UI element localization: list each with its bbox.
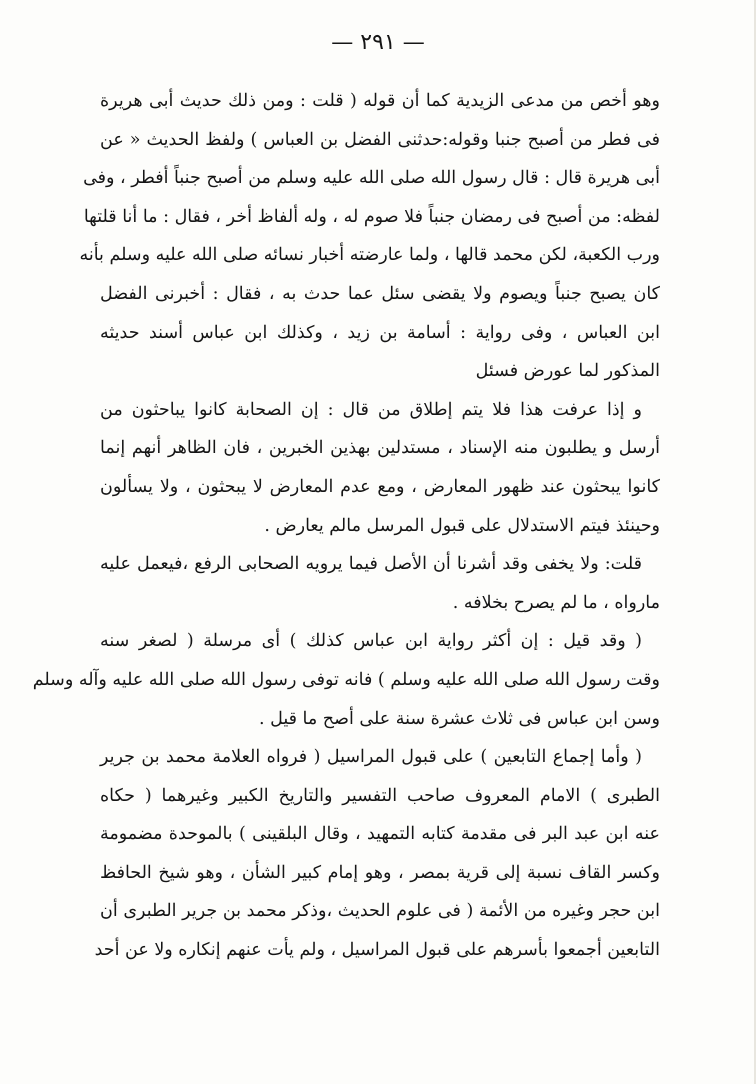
text-line: وسن ابن عباس فى ثلاث عشرة سنة على أصح ما قيل . [258,708,660,729]
text-line: قلت: ولا يخفى وقد أشرنا أن الأصل فيما يرويه الصحابى الرفع ،فيعمل عليه [100,554,642,575]
text-line: فى فطر من أصبح جنبا وقوله:حدثنى الفضل بن العباس ) ولفظ الحديث « عن [100,129,660,150]
text-line: وقت رسول الله صلى الله عليه وسلم ) فانه توفى رسول الله صلى الله عليه وآله وسلم [32,669,660,690]
text-line: وهو أخص من مدعى الزيدية كما أن قوله ( قلت : ومن ذلك حديث أبى هريرة [100,91,660,111]
text-line: أبى هريرة قال : قال رسول الله صلى الله عليه وسلم من أصبح جنباً أفطر ، وفى [83,168,660,189]
text-line: أرسل و يطلبون منه الإسناد ، مستدلين بهذين الخبرين ، فان الظاهر أنهم إنما [100,438,660,459]
body-text [32,82,660,970]
text-line: عنه ابن عبد البر فى مقدمة كتابه التمهيد ، وقال البلقينى ) بالموحدة مضمومة [100,824,660,845]
text-line: الطبرى ) الامام المعروف صاحب التفسير والتاريخ الكبير وغيرهما ( حكاه [100,785,660,806]
text-line: ( وقد قيل : إن أكثر رواية ابن عباس كذلك ) أى مرسلة ( لصغر سنه [100,631,642,652]
text-line: وحينئذ فيتم الاستدلال على قبول المرسل مالم يعارض . [264,515,660,536]
text-line: ابن حجر وغيره من الأئمة ( فى علوم الحديث ،وذكر محمد بن جرير الطبرى أن [100,901,660,922]
text-line: وكسر القاف نسبة إلى قرية بمصر ، وهو إمام كبير الشأن ، وهو شيخ الحافظ [100,862,660,883]
text-line: لفظه: من أصبح فى رمضان جنباً فلا صوم له ، وله ألفاظ أخر ، فقال : ما أنا قلتها [83,206,660,227]
text-line: و إذا عرفت هذا فلا يتم إطلاق من قال : إن الصحابة كانوا يباحثون من [100,399,642,420]
page-number: — ٢٩١ — [331,30,425,55]
text-line: ورب الكعبة، لكن محمد قالها ، ولما عارضته أخبار نسائه صلى الله عليه وسلم بأنه [79,245,660,266]
text-line: المذكور لما عورض فسئل [475,361,660,382]
text-line: ( وأما إجماع التابعين ) على قبول المراسيل ( فرواه العلامة محمد بن جرير [100,747,642,768]
text-line: كانوا يبحثون عند ظهور المعارض ، ومع عدم المعارض لا يبحثون ، ولا يسألون [100,476,660,497]
text-line: كان يصبح جنباً ويصوم ولا يقضى سئل عما حدث به ، فقال : أخبرنى الفضل [100,283,660,304]
text-line: ابن العباس ، وفى رواية : أسامة بن زيد ، وكذلك ابن عباس أسند حديثه [100,322,660,343]
text-line: مارواه ، ما لم يصرح بخلافه . [452,592,660,613]
text-line: التابعين أجمعوا بأسرهم على قبول المراسيل ، ولم يأت عنهم إنكاره ولا عن أحد [94,940,660,961]
